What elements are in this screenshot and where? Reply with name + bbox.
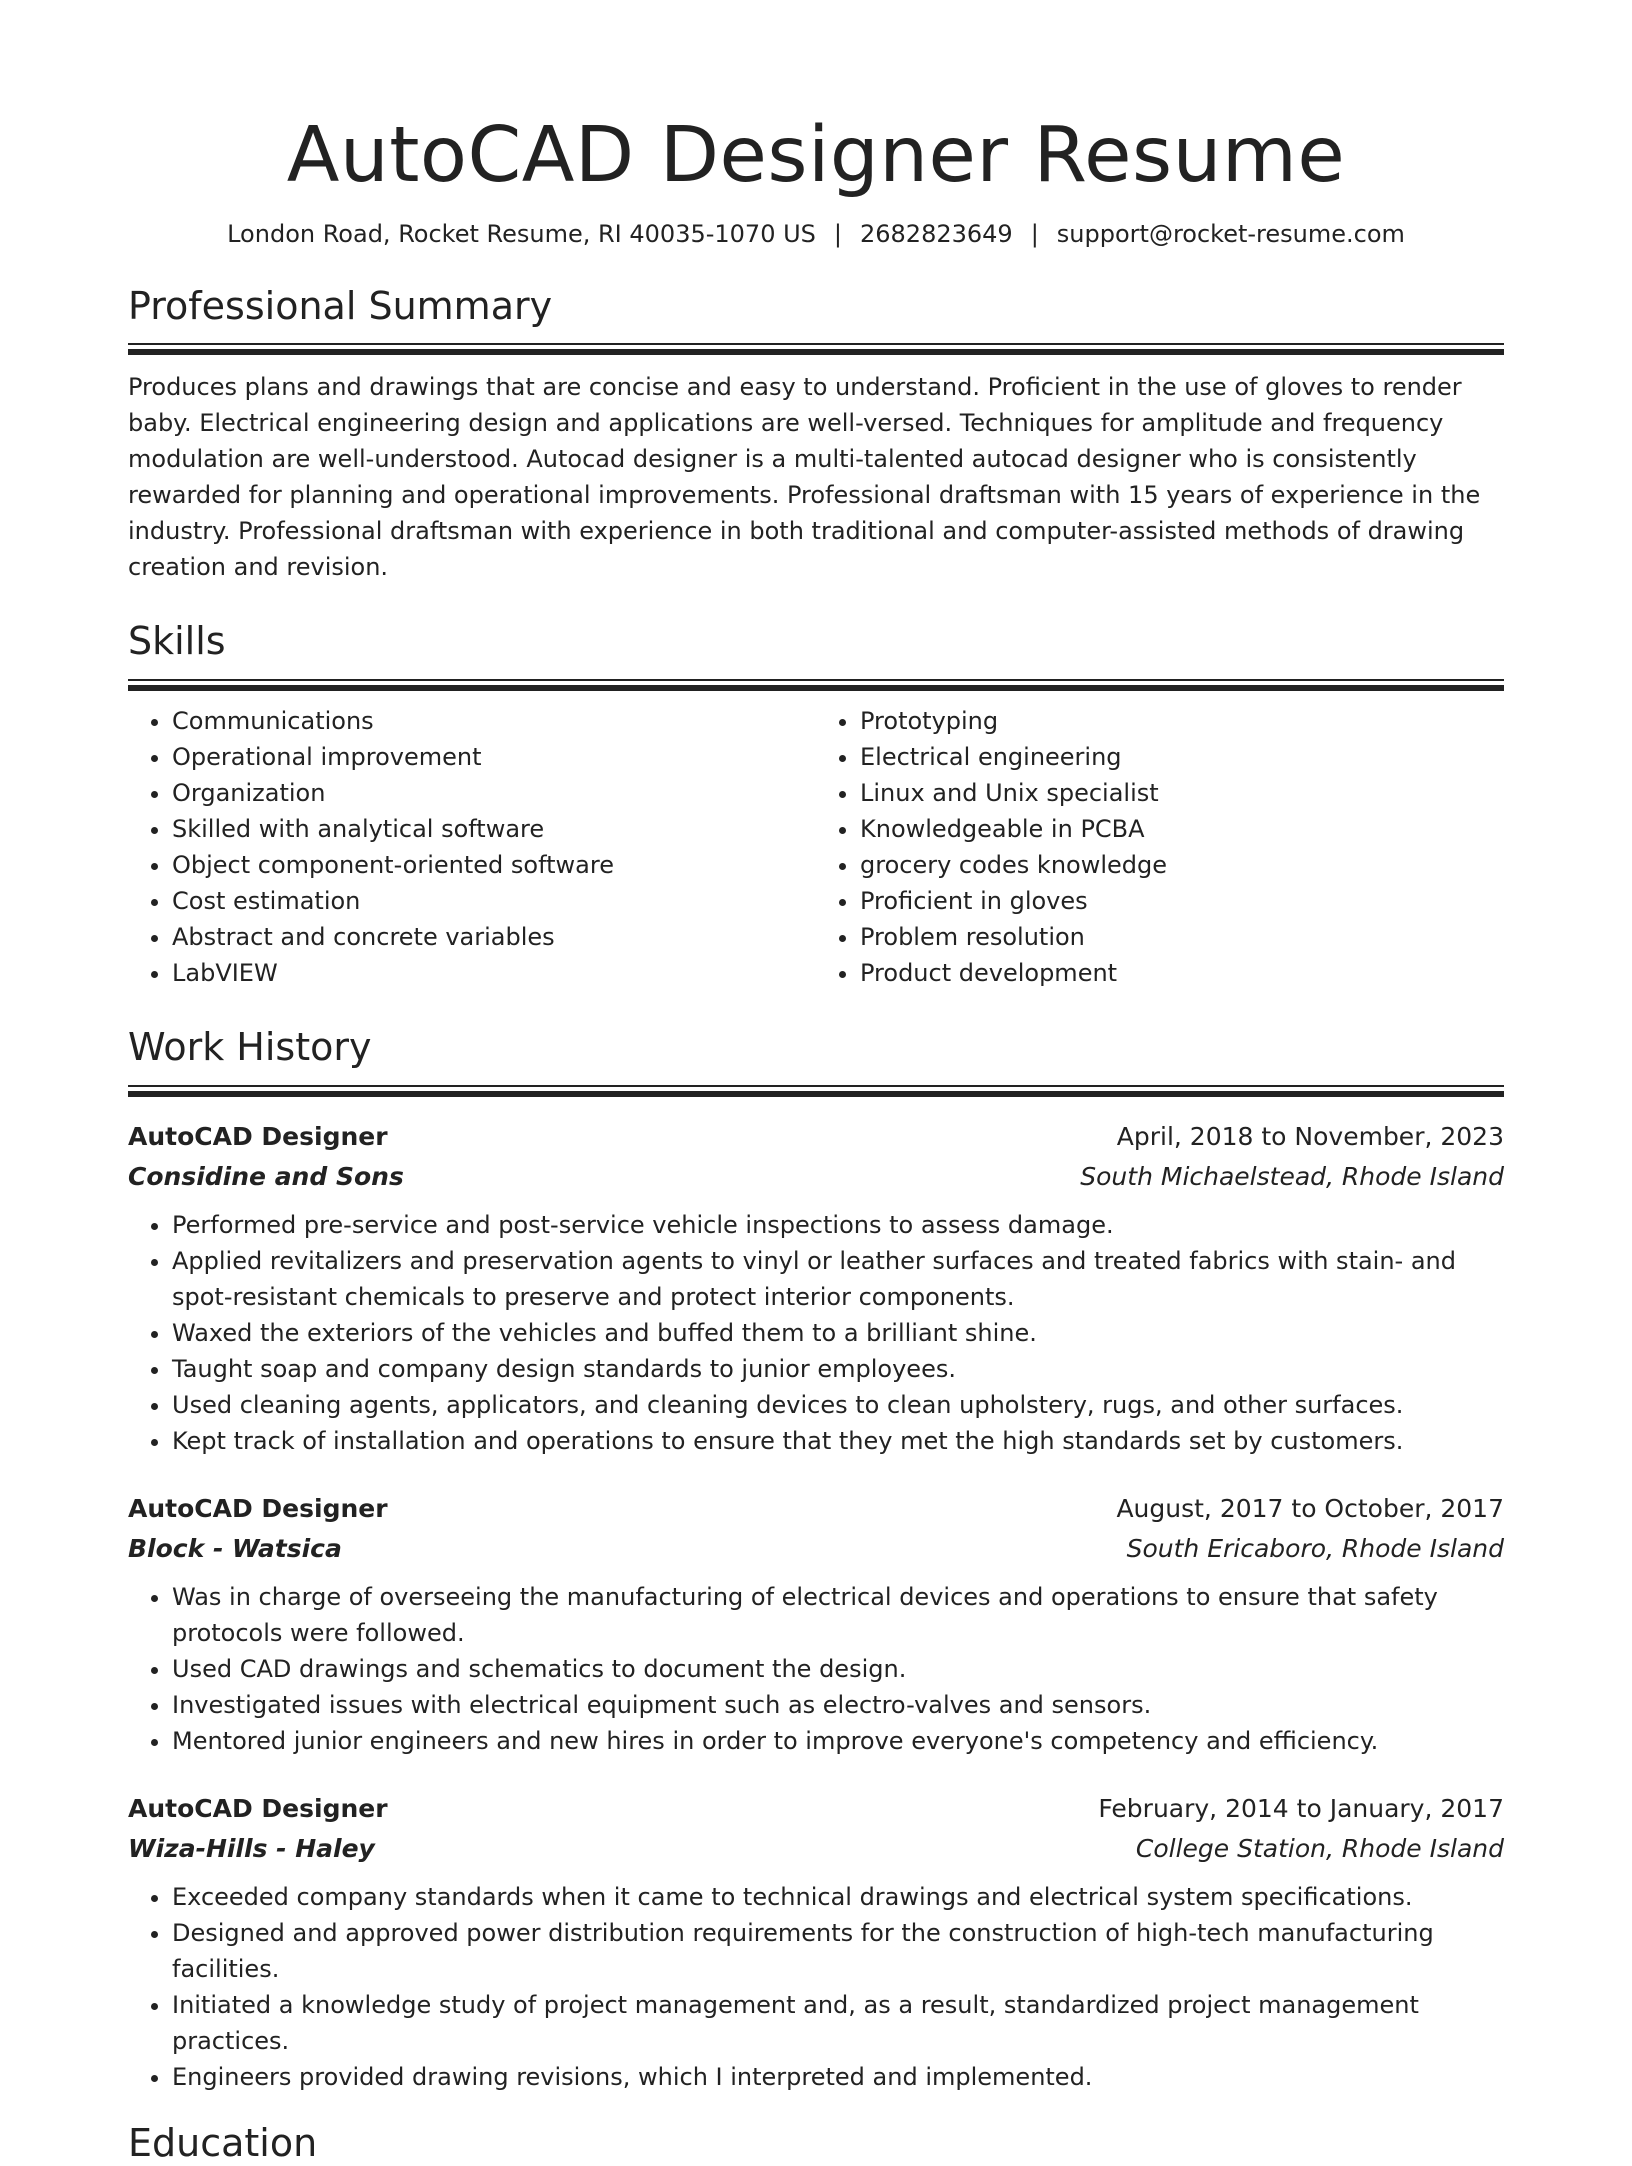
job-location: South Michaelstead, Rhode Island — [1080, 1161, 1504, 1191]
job-location: South Ericaboro, Rhode Island — [1126, 1533, 1504, 1563]
job-dates: February, 2014 to January, 2017 — [1098, 1793, 1504, 1823]
summary-section — [128, 284, 1504, 586]
job-bullet: • Exceeded company standards when it came to technical drawings and electrical system specifications. — [172, 1879, 1504, 1915]
job-entry — [128, 1117, 1504, 1459]
job-bullet: • Initiated a knowledge study of project management and, as a result, standardized project management practices. — [172, 1987, 1504, 2059]
job-bullet: • Mentored junior engineers and new hires in order to improve everyone's competency and efficiency. — [172, 1723, 1504, 1759]
skill-item: • grocery codes knowledge — [860, 847, 1504, 883]
skill-item: • LabVIEW — [172, 955, 816, 991]
job-title: AutoCAD Designer — [128, 1493, 388, 1523]
contact-address: London Road, Rocket Resume, RI 40035-1070 US — [227, 219, 816, 248]
skills-columns — [128, 703, 1504, 991]
job-bullet: • Waxed the exteriors of the vehicles and buffed them to a brilliant shine. — [172, 1315, 1504, 1351]
work-history-section — [128, 1025, 1504, 2095]
job-dates: April, 2018 to November, 2023 — [1116, 1121, 1504, 1151]
skill-item: • Product development — [860, 955, 1504, 991]
job-entry — [128, 1489, 1504, 1759]
skill-item: • Proficient in gloves — [860, 883, 1504, 919]
job-bullet: • Was in charge of overseeing the manufacturing of electrical devices and operations to ensure that safety protocols were followed. — [172, 1579, 1504, 1651]
job-bullet: • Taught soap and company design standards to junior employees. — [172, 1351, 1504, 1387]
section-heading-education: Education — [128, 2120, 318, 2165]
contact-phone: 2682823649 — [860, 219, 1013, 248]
skill-item: • Linux and Unix specialist — [860, 775, 1504, 811]
job-bullet: • Engineers provided drawing revisions, which I interpreted and implemented. — [172, 2059, 1504, 2095]
job-company: Wiza-Hills - Haley — [128, 1833, 375, 1863]
job-company-row — [128, 1829, 1504, 1869]
section-divider — [128, 1085, 1504, 1097]
skill-item: • Electrical engineering — [860, 739, 1504, 775]
skill-item: • Problem resolution — [860, 919, 1504, 955]
section-heading-work-history: Work History — [128, 1024, 372, 1069]
contact-line — [128, 219, 1504, 250]
section-heading-skills: Skills — [128, 619, 226, 664]
skill-item: • Communications — [172, 703, 816, 739]
contact-separator: | — [833, 219, 842, 248]
section-divider — [128, 679, 1504, 691]
skills-list-right — [816, 703, 1504, 991]
job-header-row — [128, 1489, 1504, 1529]
skill-item: • Organization — [172, 775, 816, 811]
job-bullet: • Used CAD drawings and schematics to document the design. — [172, 1651, 1504, 1687]
job-header-row — [128, 1789, 1504, 1829]
section-divider — [128, 343, 1504, 355]
job-header-row — [128, 1117, 1504, 1157]
contact-separator: | — [1030, 219, 1039, 248]
summary-text: Produces plans and drawings that are concise and easy to understand. Proficient in the use of gloves to render baby. Electrical engineering design and applications are well-versed. Techniques for amplitude and frequency modulation are well-understood. Autocad designer is a multi-talented autocad designer who is consistently rewarded for planning and operational improvements. Professional draftsman with 15 years of experience in the industry. Professional draftsman with experience in both traditional and computer-assisted methods of drawing creation and revision. — [128, 373, 1481, 582]
skill-item: • Operational improvement — [172, 739, 816, 775]
job-company-row — [128, 1529, 1504, 1569]
job-bullet: • Designed and approved power distribution requirements for the construction of high-tech manufacturing facilities. — [172, 1915, 1504, 1987]
skills-section — [128, 619, 1504, 991]
job-entry — [128, 1789, 1504, 2095]
skill-item: • Skilled with analytical software — [172, 811, 816, 847]
job-company: Block - Watsica — [128, 1533, 342, 1563]
skill-item: • Prototyping — [860, 703, 1504, 739]
contact-email[interactable]: support@rocket-resume.com — [1056, 219, 1405, 248]
job-bullets — [128, 1579, 1504, 1759]
job-bullets — [128, 1879, 1504, 2095]
job-company: Considine and Sons — [128, 1161, 404, 1191]
skill-item: • Object component-oriented software — [172, 847, 816, 883]
job-bullet: • Kept track of installation and operations to ensure that they met the high standards set by customers. — [172, 1423, 1504, 1459]
skill-item: • Cost estimation — [172, 883, 816, 919]
job-title: AutoCAD Designer — [128, 1121, 388, 1151]
education-section — [128, 2121, 1504, 2166]
section-heading-summary: Professional Summary — [128, 283, 553, 328]
job-bullet: • Performed pre-service and post-service vehicle inspections to assess damage. — [172, 1207, 1504, 1243]
skill-item: • Abstract and concrete variables — [172, 919, 816, 955]
job-bullets — [128, 1207, 1504, 1459]
skill-item: • Knowledgeable in PCBA — [860, 811, 1504, 847]
job-company-row — [128, 1157, 1504, 1197]
job-title: AutoCAD Designer — [128, 1793, 388, 1823]
skills-list-left — [128, 703, 816, 991]
job-dates: August, 2017 to October, 2017 — [1116, 1493, 1504, 1523]
job-bullet: • Investigated issues with electrical equipment such as electro-valves and sensors. — [172, 1687, 1504, 1723]
resume-title: AutoCAD Designer Resume — [286, 111, 1346, 200]
job-location: College Station, Rhode Island — [1135, 1833, 1504, 1863]
job-bullet: • Used cleaning agents, applicators, and cleaning devices to clean upholstery, rugs, and other surfaces. — [172, 1387, 1504, 1423]
job-bullet: • Applied revitalizers and preservation agents to vinyl or leather surfaces and treated fabrics with stain- and spot-resistant chemicals to preserve and protect interior components. — [172, 1243, 1504, 1315]
